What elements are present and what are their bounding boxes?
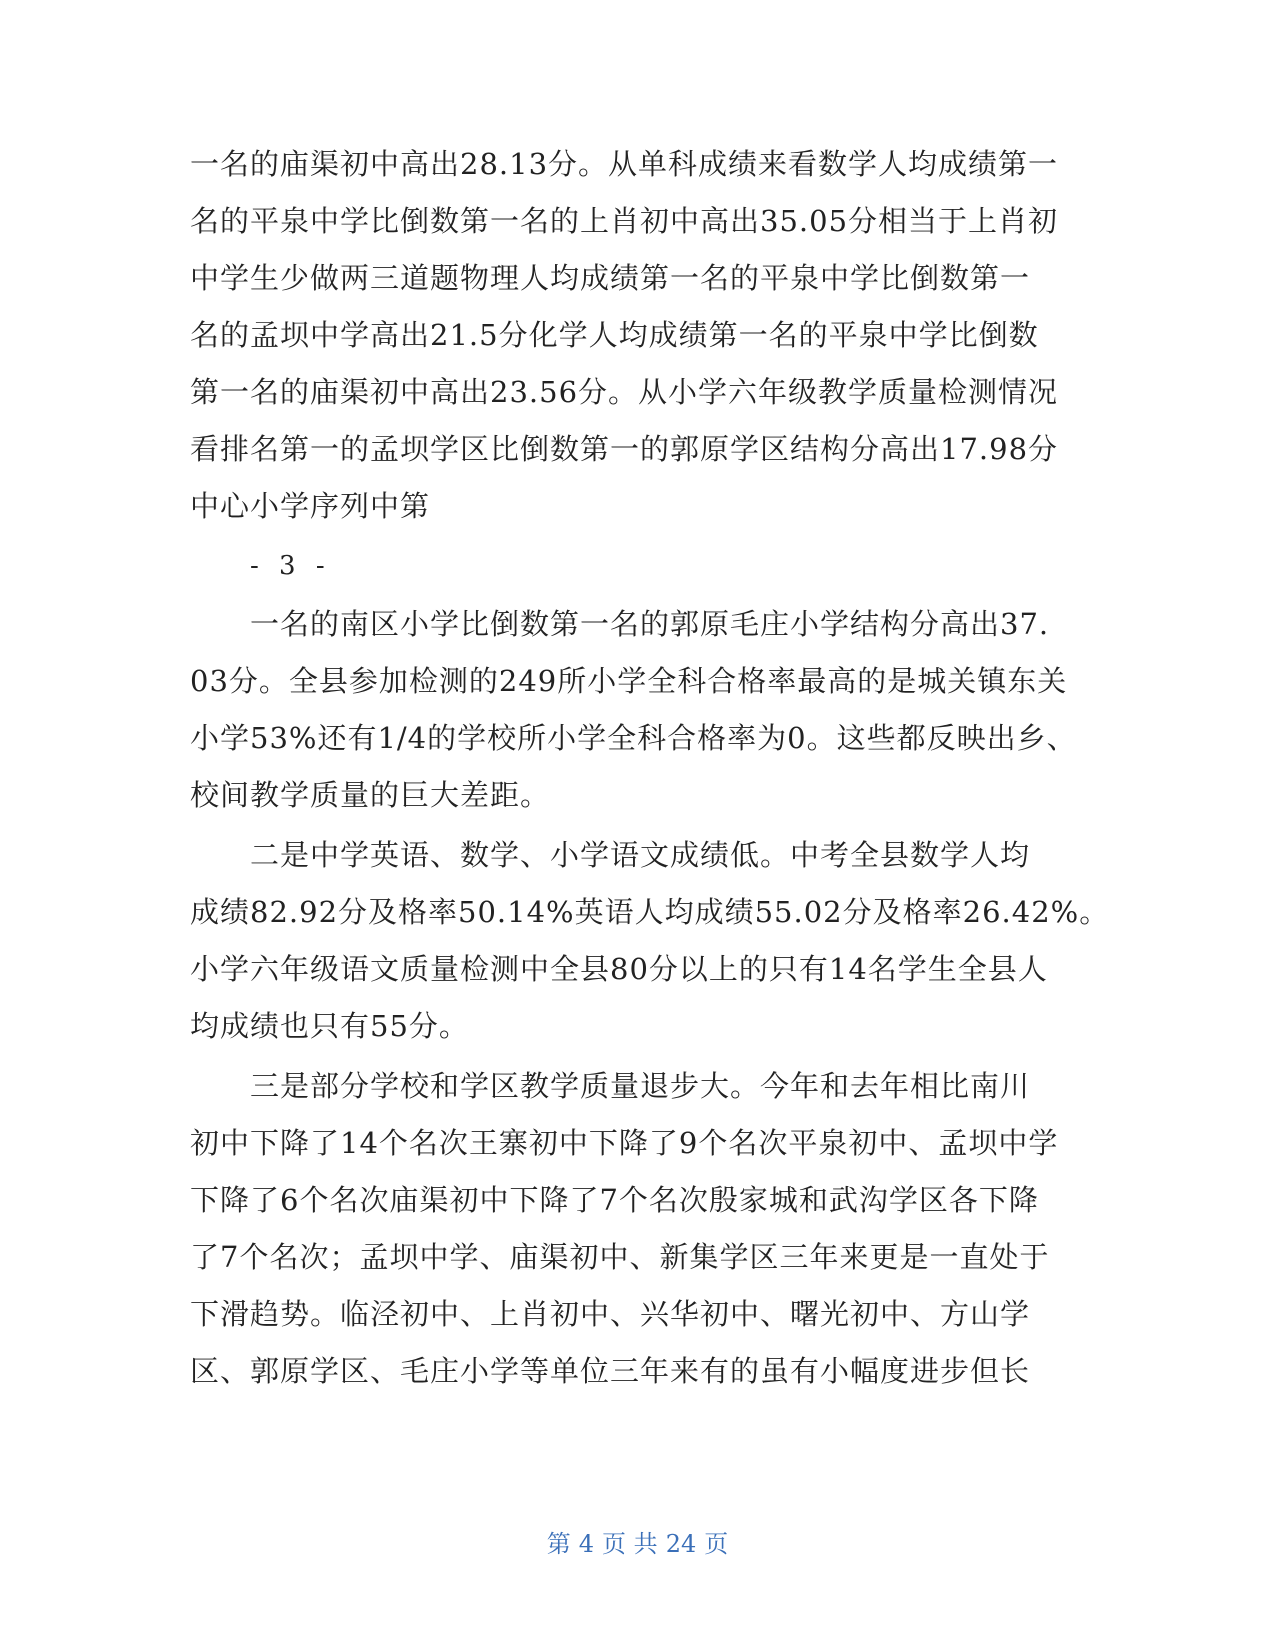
footer-prefix: 第	[546, 1530, 571, 1558]
text-line: 一名的庙渠初中高出28.13分。从单科成绩来看数学人均成绩第一	[190, 147, 1059, 181]
text-line: 了7个名次；孟坝中学、庙渠初中、新集学区三年来更是一直处于	[190, 1240, 1050, 1274]
text-line: 中心小学序列中第	[190, 489, 431, 523]
text-line: 名的孟坝中学高出21.5分化学人均成绩第一名的平泉中学比倒数	[190, 318, 1039, 352]
text-line: 中学生少做两三道题物理人均成绩第一名的平泉中学比倒数第一	[190, 261, 1031, 295]
text-line: 小学六年级语文质量检测中全县80分以上的只有14名学生全县人	[190, 952, 1048, 986]
text-line: 看排名第一的孟坝学区比倒数第一的郭原学区结构分高出17.98分	[190, 432, 1059, 466]
text-line: 03分。全县参加检测的249所小学全科合格率最高的是城关镇东关	[190, 664, 1068, 698]
footer-total-pages: 24	[665, 1530, 697, 1558]
text-line: 一名的南区小学比倒数第一名的郭原毛庄小学结构分高出37.	[250, 607, 1050, 641]
text-line: 小学53%还有1/4的学校所小学全科合格率为0。这些都反映出乡、	[190, 721, 1077, 755]
text-line: 名的平泉中学比倒数第一名的上肖初中高出35.05分相当于上肖初	[190, 204, 1059, 238]
footer-middle: 页 共	[602, 1530, 658, 1558]
text-line: 二是中学英语、数学、小学语文成绩低。中考全县数学人均	[250, 838, 1031, 872]
page-footer	[0, 1526, 1275, 1562]
text-line: 区、郭原学区、毛庄小学等单位三年来有的虽有小幅度进步但长	[190, 1354, 1031, 1388]
text-line: 校间教学质量的巨大差距。	[190, 778, 551, 812]
inline-page-marker: - 3 -	[250, 551, 331, 581]
footer-suffix: 页	[704, 1530, 729, 1558]
text-line: 成绩82.92分及格率50.14%英语人均成绩55.02分及格率26.42%。	[190, 895, 1110, 929]
footer-current-page: 4	[578, 1530, 595, 1558]
text-line: 三是部分学校和学区教学质量退步大。今年和去年相比南川	[250, 1069, 1031, 1103]
text-line: 初中下降了14个名次王寨初中下降了9个名次平泉初中、孟坝中学	[190, 1126, 1059, 1160]
text-line: 下降了6个名次庙渠初中下降了7个名次殷家城和武沟学区各下降	[190, 1183, 1039, 1217]
text-line: 下滑趋势。临泾初中、上肖初中、兴华初中、曙光初中、方山学	[190, 1297, 1031, 1331]
text-line: 均成绩也只有55分。	[190, 1009, 469, 1043]
text-line: 第一名的庙渠初中高出23.56分。从小学六年级教学质量检测情况	[190, 375, 1059, 409]
